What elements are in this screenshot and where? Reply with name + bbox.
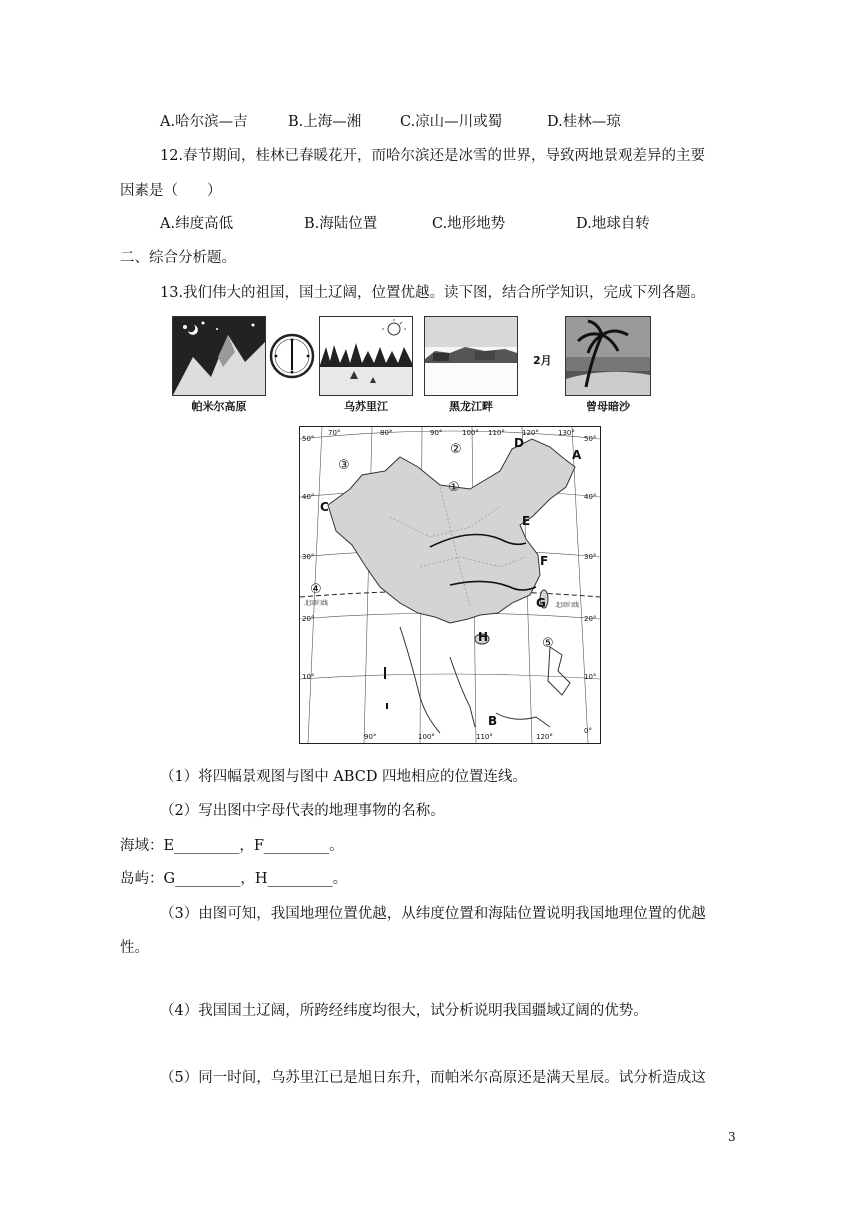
lon-bottom-label: 120°: [536, 733, 553, 741]
lat-left-label: 50°: [302, 435, 315, 443]
lon-top-label: 80°: [380, 429, 393, 437]
china-map: [299, 426, 601, 744]
q13-sub5: （5）同一时间，乌苏里江已是旭日东升，而帕米尔高原还是满天星辰。试分析造成这: [160, 1070, 706, 1086]
q13-island-line: 岛屿：G_________，H_________。: [120, 871, 348, 887]
q13-stem: 13.我们伟大的祖国，国土辽阔，位置优越。读下图，结合所学知识，完成下列各题。: [160, 285, 706, 301]
point-label-g: G: [536, 596, 546, 610]
caption-pamir: 帕米尔高原: [191, 400, 247, 413]
lon-top-label: 70°: [328, 429, 341, 437]
lon-top-label: 110°: [488, 429, 505, 437]
q12-stem-line2: 因素是（ ）: [120, 183, 222, 199]
q11-option-d: D.桂林—琼: [547, 114, 621, 130]
tropic-label-left: 北回归线: [304, 600, 329, 607]
q13-sub2: （2）写出图中字母代表的地理事物的名称。: [160, 803, 445, 819]
lat-right-label: 10°: [584, 673, 597, 681]
q12-option-d: D.地球自转: [576, 216, 650, 232]
pamir-photo: [172, 316, 266, 396]
lat-left-label: 40°: [302, 493, 315, 501]
q12-option-a: A.纬度高低: [160, 216, 234, 232]
lat-right-label: 20°: [584, 615, 597, 623]
point-label-f: F: [540, 554, 549, 568]
point-label-c: C: [320, 500, 329, 514]
region-number: ①: [448, 480, 460, 495]
page-number: 3: [728, 1130, 736, 1144]
region-number: ④: [310, 582, 322, 597]
tropic-label-right: 北回归线: [555, 602, 580, 609]
q13-sub3-line1: （3）由图可知，我国地理位置优越，从纬度位置和海陆位置说明我国地理位置的优越: [160, 906, 706, 922]
lat-right-label: 30°: [584, 553, 597, 561]
q13-sub3-line2: 性。: [120, 940, 149, 956]
lon-top-label: 90°: [430, 429, 443, 437]
q13-sea-line: 海域：E_________，F_________。: [120, 838, 344, 854]
clock-icon: [268, 328, 316, 388]
q13-sub4: （4）我国国土辽阔，所跨经纬度均很大，试分析说明我国疆域辽阔的优势。: [160, 1003, 648, 1019]
lon-bottom-label: 90°: [364, 733, 377, 741]
lon-top-label: 130°: [558, 429, 575, 437]
q12-option-b: B.海陆位置: [304, 216, 378, 232]
region-number: ⑤: [542, 636, 554, 651]
point-label-e: E: [522, 514, 531, 528]
caption-zengmu: 曾母暗沙: [586, 400, 630, 413]
lon-bottom-label: 100°: [418, 733, 435, 741]
lat-right-label: 50°: [584, 435, 597, 443]
q11-option-c: C.凉山—川或蜀: [400, 114, 503, 130]
section2-heading: 二、综合分析题。: [120, 250, 236, 266]
region-number: ②: [450, 442, 462, 457]
feb-label: 2月: [533, 354, 552, 367]
point-label-b: B: [488, 714, 498, 728]
caption-heilongjiang: 黑龙江畔: [449, 400, 493, 413]
point-label-h: H: [478, 630, 489, 644]
lat-right-label: 40°: [584, 493, 597, 501]
region-number: ③: [338, 458, 350, 473]
lat-right-label: 0°: [584, 727, 592, 735]
lat-left-label: 30°: [302, 553, 315, 561]
point-label-a: A: [572, 448, 582, 462]
zengmu-photo: [565, 316, 651, 396]
lat-left-label: 10°: [302, 673, 315, 681]
q11-option-a: A.哈尔滨—吉: [160, 114, 248, 130]
q12-stem-line1: 12.春节期间，桂林已春暖花开，而哈尔滨还是冰雪的世界，导致两地景观差异的主要: [160, 148, 706, 164]
lon-top-label: 120°: [522, 429, 539, 437]
q13-sub1: （1）将四幅景观图与图中 ABCD 四地相应的位置连线。: [160, 769, 528, 785]
q12-option-c: C.地形地势: [432, 216, 506, 232]
caption-ussuri: 乌苏里江: [344, 400, 388, 413]
heilongjiang-photo: [424, 316, 518, 396]
q11-option-b: B.上海—湘: [288, 114, 362, 130]
lon-top-label: 100°: [462, 429, 479, 437]
ussuri-photo: [319, 316, 413, 396]
lon-bottom-label: 110°: [476, 733, 493, 741]
lat-left-label: 20°: [302, 615, 315, 623]
point-label-d: D: [514, 436, 524, 450]
